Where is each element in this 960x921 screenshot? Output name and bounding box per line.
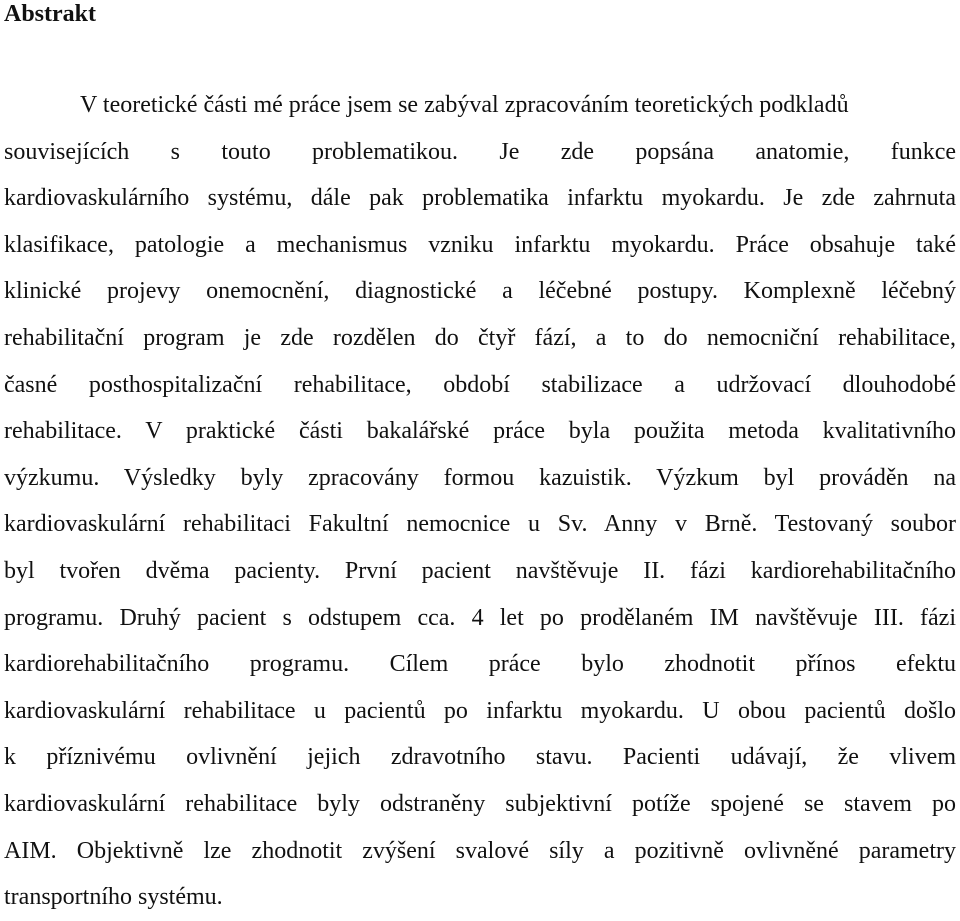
paragraph-line: k příznivému ovlivnění jejich zdravotního stavu. Pacienti udávají, že vlivem bbox=[4, 744, 956, 771]
paragraph-line: kardiovaskulární rehabilitace u pacientů po infarktu myokardu. U obou pacientů došlo bbox=[4, 697, 956, 724]
paragraph-line: byl tvořen dvěma pacienty. První pacient navštěvuje II. fázi kardiorehabilitačního bbox=[4, 557, 956, 584]
paragraph-line: kardiovaskulární rehabilitaci Fakultní nemocnice u Sv. Anny v Brně. Testovaný soubor bbox=[4, 511, 956, 538]
paragraph-line: klinické projevy onemocnění, diagnostické a léčebné postupy. Komplexně léčebný bbox=[4, 278, 956, 305]
paragraph-line: transportního systému. bbox=[4, 884, 223, 911]
paragraph-line: rehabilitace. V praktické části bakalářské práce byla použita metoda kvalitativního bbox=[4, 418, 956, 445]
paragraph-line: kardiovaskulárního systému, dále pak problematika infarktu myokardu. Je zde zahrnuta bbox=[4, 185, 956, 212]
paragraph-line: souvisejících s touto problematikou. Je zde popsána anatomie, funkce bbox=[4, 138, 956, 165]
paragraph-line: výzkumu. Výsledky byly zpracovány formou kazuistik. Výzkum byl prováděn na bbox=[4, 464, 956, 491]
paragraph-line: kardiovaskulární rehabilitace byly odstraněny subjektivní potíže spojené se stavem po bbox=[4, 790, 956, 817]
paragraph-line: klasifikace, patologie a mechanismus vzniku infarktu myokardu. Práce obsahuje také bbox=[4, 231, 956, 258]
paragraph-line: programu. Druhý pacient s odstupem cca. 4 let po prodělaném IM navštěvuje III. fázi bbox=[4, 604, 956, 631]
paragraph-line: kardiorehabilitačního programu. Cílem práce bylo zhodnotit přínos efektu bbox=[4, 651, 956, 678]
paragraph-line: časné posthospitalizační rehabilitace, období stabilizace a udržovací dlouhodobé bbox=[4, 371, 956, 398]
paragraph-line: AIM. Objektivně lze zhodnotit zvýšení svalové síly a pozitivně ovlivněné parametry bbox=[4, 837, 956, 864]
page-title: Abstrakt bbox=[4, 1, 97, 27]
abstract-body bbox=[4, 82, 956, 921]
paragraph-line: V teoretické části mé práce jsem se zabýval zpracováním teoretických podkladů bbox=[80, 92, 849, 118]
paragraph-line: rehabilitační program je zde rozdělen do čtyř fází, a to do nemocniční rehabilitace, bbox=[4, 324, 956, 351]
